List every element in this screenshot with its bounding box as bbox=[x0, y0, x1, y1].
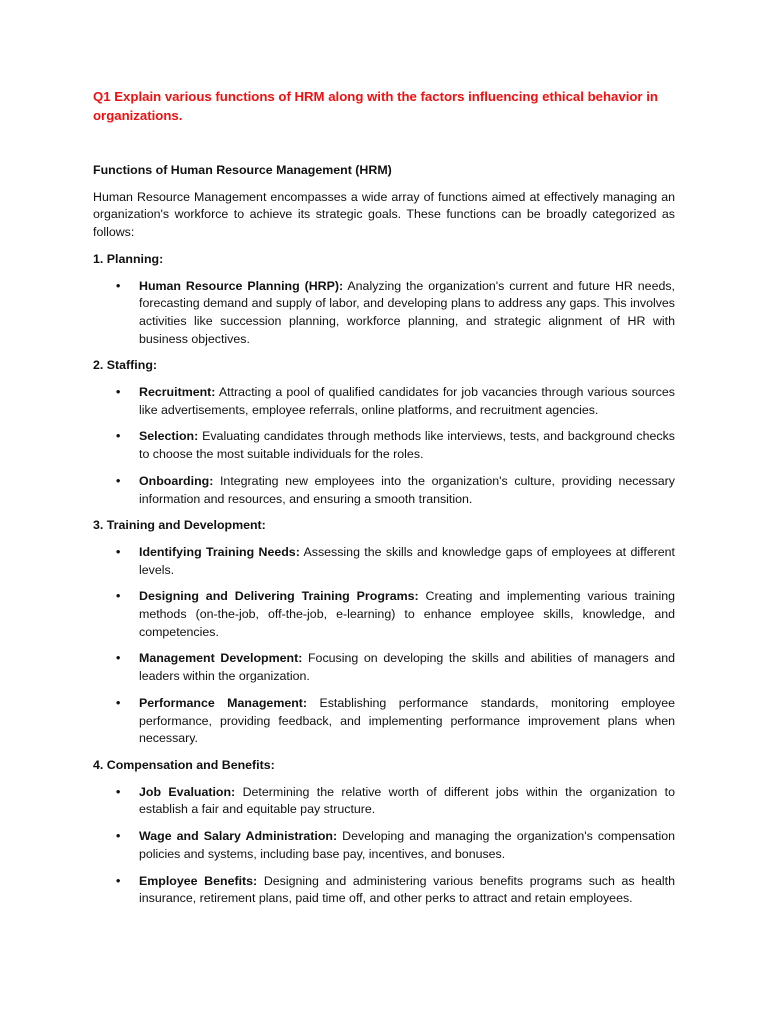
document-body bbox=[93, 87, 675, 917]
function-section bbox=[93, 517, 675, 748]
section-title: Functions of Human Resource Management (HRM) bbox=[93, 163, 392, 177]
item-description: Developing and managing the organization's compensation policies and systems, including base pay, incentives, and bonuses. bbox=[139, 829, 675, 861]
item-description: Attracting a pool of qualified candidates for job vacancies through various sources like advertisements, employee referrals, online platforms, and recruitment agencies. bbox=[139, 385, 675, 417]
section-heading: 3. Training and Development: bbox=[93, 518, 266, 533]
section-heading: 1. Planning: bbox=[93, 251, 164, 266]
bullet-icon: • bbox=[116, 829, 121, 844]
item-description: Creating and implementing various training methods (on-the-job, off-the-job, e-learning) to enhance employee skills, knowledge, and competencies. bbox=[139, 589, 675, 639]
item-description: Determining the relative worth of different jobs within the organization to establish a fair and equitable pay structure. bbox=[139, 784, 675, 817]
list-item bbox=[93, 278, 675, 349]
item-description: Integrating new employees into the organization's culture, providing necessary information and resources, and ensuring a smooth transition. bbox=[139, 473, 675, 506]
item-term: Wage and Salary Administration: bbox=[139, 829, 338, 844]
item-term: Identifying Training Needs: bbox=[139, 544, 300, 559]
list-item bbox=[93, 650, 675, 685]
item-description: Focusing on developing the skills and abilities of managers and leaders within the organization. bbox=[139, 651, 676, 684]
item-term: Designing and Delivering Training Programs: bbox=[139, 589, 419, 604]
list-item bbox=[93, 588, 675, 641]
item-term: Performance Management: bbox=[139, 695, 308, 710]
list-item bbox=[93, 473, 675, 508]
item-description: Evaluating candidates through methods like interviews, tests, and background checks to choose the most suitable individuals for the roles. bbox=[139, 429, 675, 462]
function-section bbox=[93, 757, 675, 908]
list-item bbox=[93, 544, 675, 579]
section-heading: 2. Staffing: bbox=[93, 358, 158, 373]
item-term: Onboarding: bbox=[139, 473, 214, 488]
list-item bbox=[93, 428, 675, 463]
question-heading: Q1 Explain various functions of HRM along with the factors influencing ethical behavior in organizations. bbox=[93, 89, 658, 123]
item-term: Job Evaluation: bbox=[139, 784, 236, 799]
item-term: Recruitment: bbox=[139, 385, 216, 400]
function-section bbox=[93, 251, 675, 349]
bullet-icon: • bbox=[116, 651, 121, 666]
bullet-icon: • bbox=[116, 784, 121, 799]
bullet-list bbox=[93, 384, 675, 508]
bullet-icon: • bbox=[116, 473, 121, 488]
item-term: Employee Benefits: bbox=[139, 873, 258, 888]
item-description: Assessing the skills and knowledge gaps of employees at different levels. bbox=[139, 544, 676, 577]
list-item bbox=[93, 695, 675, 748]
bullet-list bbox=[93, 278, 675, 349]
bullet-icon: • bbox=[116, 695, 121, 710]
intro-paragraph: Human Resource Management encompasses a wide array of functions aimed at effectively managing an organization's workforce to achieve its strategic goals. These functions can be broadly categorized as follows: bbox=[93, 189, 675, 240]
item-term: Management Development: bbox=[139, 651, 303, 666]
bullet-list bbox=[93, 544, 675, 748]
section-heading: 4. Compensation and Benefits: bbox=[93, 757, 275, 772]
list-item bbox=[93, 784, 675, 819]
bullet-icon: • bbox=[116, 429, 121, 444]
bullet-icon: • bbox=[116, 589, 121, 604]
list-item bbox=[93, 873, 675, 908]
item-term: Human Resource Planning (HRP): bbox=[139, 278, 344, 293]
item-term: Selection: bbox=[139, 429, 199, 444]
bullet-icon: • bbox=[116, 385, 121, 400]
function-section bbox=[93, 357, 675, 508]
item-description: Analyzing the organization's current and future HR needs, forecasting demand and supply of labor, and developing plans to address any gaps. This involves activities like succession planning, workforce planning, and strategic alignment of HR with business objectives. bbox=[139, 278, 675, 346]
bullet-icon: • bbox=[116, 544, 121, 559]
bullet-list bbox=[93, 784, 675, 908]
bullet-icon: • bbox=[116, 873, 121, 888]
item-description: Designing and administering various benefits programs such as health insurance, retirement plans, paid time off, and other perks to attract and retain employees. bbox=[139, 873, 675, 906]
bullet-icon: • bbox=[116, 278, 121, 293]
list-item bbox=[93, 828, 675, 863]
list-item bbox=[93, 384, 675, 419]
item-description: Establishing performance standards, monitoring employee performance, providing feedback, and implementing performance improvement plans when necessary. bbox=[139, 695, 675, 746]
function-sections bbox=[93, 251, 675, 908]
